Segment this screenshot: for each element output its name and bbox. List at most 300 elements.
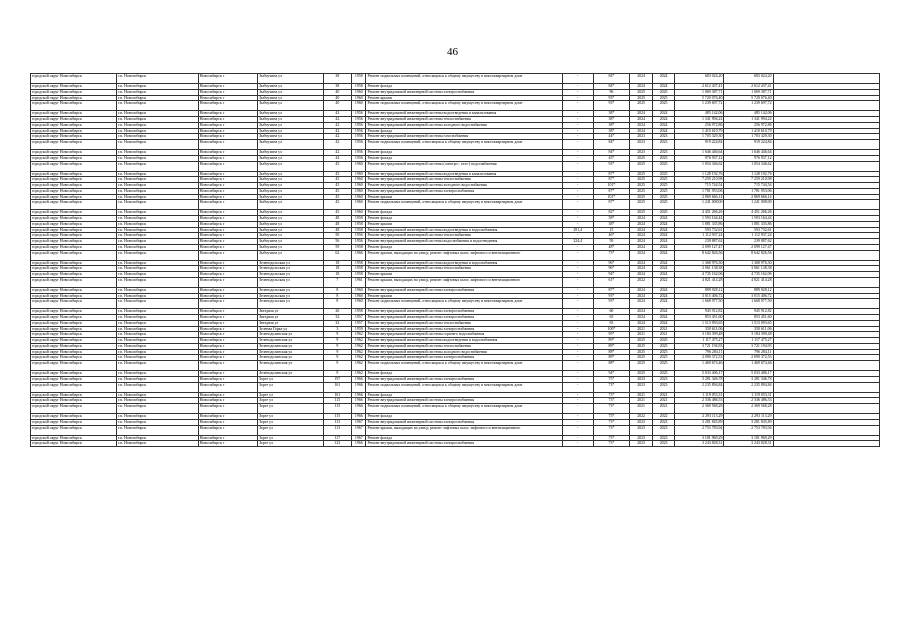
- table-cell: 2024: [630, 233, 653, 239]
- table-cell: 93*: [593, 293, 630, 299]
- table-cell: 48: [323, 227, 352, 233]
- table-cell: -: [562, 140, 593, 150]
- table-cell: городской округ Новосибирск: [31, 244, 117, 250]
- table-cell: 2024: [630, 309, 653, 315]
- table-cell: 2025: [630, 89, 653, 95]
- table-cell: 1966: [352, 376, 366, 382]
- table-cell: 1 341 994,22: [675, 117, 724, 123]
- table-cell: Ремонт фасада: [366, 155, 562, 161]
- table-cell: г.п. Новосибирск: [116, 293, 198, 299]
- table-cell: 256 972,86: [724, 122, 773, 128]
- table-row: [31, 299, 880, 309]
- table-cell: 2 753 783,94: [724, 425, 773, 435]
- table-cell: 18: [323, 266, 352, 272]
- table-cell: 1958: [352, 260, 366, 266]
- table-cell: 2021: [652, 398, 675, 404]
- table-cell: городской округ Новосибирск: [31, 309, 117, 315]
- table-cell: г.п. Новосибирск: [116, 266, 198, 272]
- table-cell: -: [562, 244, 593, 250]
- table-cell: Ремонт внутридомовой инженерной системы теплоснабжения: [366, 117, 562, 123]
- table-cell: городской округ Новосибирск: [31, 361, 117, 371]
- table-cell: 89*: [593, 355, 630, 361]
- table-cell: 1 368 976,30: [724, 260, 773, 266]
- table-cell: 2025: [630, 194, 653, 200]
- table-cell: 1 668 977,50: [675, 299, 724, 309]
- table-cell: 2025: [652, 210, 675, 216]
- table-cell: 2024: [652, 315, 675, 321]
- table-cell: -: [562, 171, 593, 177]
- table-cell: Новосибирск г: [198, 216, 257, 222]
- table-cell: 2024: [630, 216, 653, 222]
- table-cell: 2024: [630, 117, 653, 123]
- table-cell: 1 239 697,72: [724, 101, 773, 111]
- table-cell: 1 593 164,44: [724, 216, 773, 222]
- table-cell: 113: [323, 425, 352, 435]
- table-cell: 123: [323, 441, 352, 447]
- table-cell: Ремонт внутридомовой инженерной системы теплоснабжения: [366, 177, 562, 183]
- table-cell: Ремонт фасада: [366, 84, 562, 90]
- table-cell: 4 821 414,28: [724, 277, 773, 287]
- table-cell: Зыбчухина ул: [258, 210, 323, 216]
- table-cell: 1 112 937,24: [675, 233, 724, 239]
- table-cell: 38*: [593, 122, 630, 128]
- table-cell: городской округ Новосибирск: [31, 435, 117, 441]
- table-cell: городской округ Новосибирск: [31, 183, 117, 189]
- table-cell: 1 703 329,30: [675, 134, 724, 140]
- table-cell: г.п. Новосибирск: [116, 134, 198, 140]
- table-cell: 82*: [593, 210, 630, 216]
- table-cell: 1961: [352, 277, 366, 287]
- table-cell: 1956: [352, 239, 366, 245]
- table-cell: 115: [323, 414, 352, 420]
- table-cell: Зыбчухина ул: [258, 244, 323, 250]
- table-cell: городской округ Новосибирск: [31, 299, 117, 309]
- table-cell: 7: [323, 277, 352, 287]
- table-cell: 1960: [352, 287, 366, 293]
- table-cell: 2025: [630, 200, 653, 210]
- table-cell: Новосибирск г: [198, 183, 257, 189]
- table-cell: 2024: [630, 111, 653, 117]
- table-cell: Ремонт внутридомовой инженерной системы электроснабжения: [366, 376, 562, 382]
- table-cell: Ремонт внутридомовой инженерной системы электроснабжения: [366, 355, 562, 361]
- table-cell: 1 241 008,00: [724, 200, 773, 210]
- table-cell: 2021: [630, 326, 653, 332]
- table-cell: 3 721 194,93: [724, 343, 773, 349]
- table-cell: 2022: [652, 414, 675, 420]
- table-cell: -: [562, 343, 593, 349]
- table-cell: 2025: [630, 177, 653, 183]
- table-cell: 1960: [352, 177, 366, 183]
- table-cell: городской округ Новосибирск: [31, 343, 117, 349]
- table-cell: 2024: [630, 122, 653, 128]
- table-cell: Зыбчухина ул: [258, 122, 323, 128]
- table-cell: Новосибирск г: [198, 140, 257, 150]
- table-cell: Зорге ул: [258, 398, 323, 404]
- table-cell: 45: [323, 200, 352, 210]
- table-cell: Ремонт подвальных помещений, относящихся к общему имуществу в многоквартирном доме: [366, 200, 562, 210]
- table-cell: Новосибирск г: [198, 117, 257, 123]
- table-cell: 2021: [652, 404, 675, 414]
- table-cell: 889 928,12: [675, 287, 724, 293]
- table-cell: 1956: [352, 122, 366, 128]
- table-cell: 2021: [630, 404, 653, 414]
- table-cell: 976 937,12: [675, 155, 724, 161]
- table-cell: -: [562, 320, 593, 326]
- table-cell-empty: [773, 101, 879, 111]
- table-cell: 2025: [652, 95, 675, 101]
- table-cell: Ремонт фасада: [366, 435, 562, 441]
- table-cell: городской округ Новосибирск: [31, 441, 117, 447]
- table-cell: 1966: [352, 414, 366, 420]
- table-cell: 2021: [652, 332, 675, 338]
- table-cell: Зыбчухина ул: [258, 200, 323, 210]
- table-cell: 3 243 828,31: [675, 441, 724, 447]
- table-cell: 485 142,06: [675, 111, 724, 117]
- table-row: [31, 382, 880, 392]
- table-cell: 1966: [352, 398, 366, 404]
- table-cell: -: [562, 117, 593, 123]
- table-cell: 593 732,61: [724, 227, 773, 233]
- table-cell: Новосибирск г: [198, 287, 257, 293]
- table-cell: г.п. Новосибирск: [116, 355, 198, 361]
- table-row: [31, 74, 880, 84]
- table-cell: Новосибирск г: [198, 404, 257, 414]
- table-cell: г.п. Новосибирск: [116, 425, 198, 435]
- table-cell: 2025: [630, 161, 653, 171]
- table-cell: 1 054 346,62: [675, 161, 724, 171]
- table-cell: 2023: [652, 376, 675, 382]
- table-cell: Новосибирск г: [198, 419, 257, 425]
- table-row: [31, 404, 880, 414]
- table-cell: 2023: [630, 140, 653, 150]
- table-cell: г.п. Новосибирск: [116, 210, 198, 216]
- table-cell: Новосибирск г: [198, 355, 257, 361]
- table-cell: 2025: [630, 343, 653, 349]
- table-cell: 2 235 894,84: [675, 382, 724, 392]
- table-cell: 96*: [593, 260, 630, 266]
- table-cell: Новосибирск г: [198, 320, 257, 326]
- table-cell: Новосибирск г: [198, 338, 257, 344]
- table-cell: 38*: [593, 128, 630, 134]
- table-cell-empty: [773, 361, 879, 371]
- table-cell: 3 281 346,78: [675, 376, 724, 382]
- table-cell: 48*: [593, 244, 630, 250]
- table-cell: 1960: [352, 299, 366, 309]
- table-cell: 2 090 372,53: [724, 355, 773, 361]
- table-cell: 2023: [630, 441, 653, 447]
- table-cell: 45: [323, 194, 352, 200]
- table-cell: Ремонт внутридомовой инженерной системы водоотведения и канализования: [366, 171, 562, 177]
- table-cell: Ремонт внутридомовой инженерной системы электроснабжения: [366, 326, 562, 332]
- table-cell: Ремонт крыши, выходящих на улицу, ремонт лифтовых шахт, лифтового и вентиляционного: [366, 425, 562, 435]
- table-cell: 9: [323, 355, 352, 361]
- table-cell: 45: [323, 210, 352, 216]
- table-cell: г.п. Новосибирск: [116, 101, 198, 111]
- table-cell: 84*: [593, 140, 630, 150]
- table-cell: 1958: [352, 227, 366, 233]
- table-cell: 9: [323, 371, 352, 377]
- table-cell: 1 469 674,46: [724, 361, 773, 371]
- table-cell: Ремонт внутридомовой инженерной системы теплоснабжения: [366, 320, 562, 326]
- table-cell: Зеленодолинская ул: [258, 371, 323, 377]
- table-cell: Новосибирск г: [198, 277, 257, 287]
- table-cell: Новосибирск г: [198, 361, 257, 371]
- table-cell: Зорге ул: [258, 376, 323, 382]
- table-cell: городской округ Новосибирск: [31, 140, 117, 150]
- table-cell: Зыбчухина ул: [258, 74, 323, 84]
- table-cell: -: [562, 216, 593, 222]
- table-cell: -: [562, 95, 593, 101]
- table-cell: 1962: [352, 355, 366, 361]
- table-cell: -: [562, 250, 593, 260]
- table-cell: 1 881 335,86: [675, 221, 724, 227]
- table-cell: 1962: [352, 361, 366, 371]
- table-cell: Ремонт крыши: [366, 194, 562, 200]
- table-cell: Зорге ул: [258, 435, 323, 441]
- table-cell: Зыбчухина ул: [258, 95, 323, 101]
- table-cell: городской округ Новосибирск: [31, 95, 117, 101]
- table-cell: Новосибирск г: [198, 441, 257, 447]
- table-cell: Зеленодолинская ул: [258, 338, 323, 344]
- table-cell: -: [562, 414, 593, 420]
- table-cell: Зыбчухина ул: [258, 171, 323, 177]
- table-cell: г.п. Новосибирск: [116, 117, 198, 123]
- table-cell: 1956: [352, 134, 366, 140]
- table-cell: -: [562, 371, 593, 377]
- table-cell: Ремонт внутридомовой инженерной системы водоотведения и водоснабжения: [366, 338, 562, 344]
- table-cell: Зеленодолинская ул: [258, 349, 323, 355]
- table-cell: Зыбчухина ул: [258, 111, 323, 117]
- table-cell: г.п. Новосибирск: [116, 221, 198, 227]
- table-row: [31, 361, 880, 371]
- table-cell: Зорге ул: [258, 404, 323, 414]
- table-cell: Новосибирск г: [198, 161, 257, 171]
- table-cell: 93*: [593, 101, 630, 111]
- table-cell-empty: [773, 277, 879, 287]
- table-cell: 45*: [593, 155, 630, 161]
- table-cell: 5 033 406,17: [675, 371, 724, 377]
- table-cell: 1956: [352, 140, 366, 150]
- table-cell: -: [562, 194, 593, 200]
- table-cell: Зыбчухина ул: [258, 221, 323, 227]
- table-cell: 1 054 346,62: [724, 161, 773, 171]
- table-cell: -: [562, 425, 593, 435]
- table-cell: городской округ Новосибирск: [31, 382, 117, 392]
- table-cell-empty: [773, 404, 879, 414]
- table-cell: Звездная ул: [258, 315, 323, 321]
- table-cell: Ремонт внутридомовой инженерной системы электроснабжения: [366, 315, 562, 321]
- table-cell: -: [562, 210, 593, 216]
- table-cell: 2025: [652, 371, 675, 377]
- table-cell: г.п. Новосибирск: [116, 150, 198, 156]
- table-cell: 2023: [630, 382, 653, 392]
- table-cell: Новосибирск г: [198, 414, 257, 420]
- table-cell: 3 061 138,38: [675, 266, 724, 272]
- table-cell: 2 336 486,53: [675, 398, 724, 404]
- table-cell: Ремонт фасада: [366, 216, 562, 222]
- table-cell: 4 735 162,06: [724, 272, 773, 278]
- table-cell: 2024: [652, 239, 675, 245]
- table-cell: 2024: [652, 272, 675, 278]
- table-cell: 48: [323, 216, 352, 222]
- table-cell: 2024: [630, 315, 653, 321]
- table-cell: Новосибирск г: [198, 134, 257, 140]
- table-cell: г.п. Новосибирск: [116, 233, 198, 239]
- table-cell: 2021: [630, 392, 653, 398]
- table-cell: Ремонт подвальных помещений, относящихся к общему имуществу в многоквартирном доме: [366, 361, 562, 371]
- table-cell: городской округ Новосибирск: [31, 376, 117, 382]
- table-cell: 45: [323, 171, 352, 177]
- table-cell: -: [562, 266, 593, 272]
- table-cell: 2025: [652, 161, 675, 171]
- table-cell: г.п. Новосибирск: [116, 84, 198, 90]
- table-cell: 291,4: [562, 227, 593, 233]
- table-cell: 1 646 446,64: [724, 150, 773, 156]
- table-cell: 2023: [652, 382, 675, 392]
- table-cell: 1966: [352, 392, 366, 398]
- table-cell: -: [562, 435, 593, 441]
- table-cell: Ремонт внутридомовой инженерной системы электроснабжения: [366, 188, 562, 194]
- table-cell: 2022: [630, 277, 653, 287]
- table-cell: городской округ Новосибирск: [31, 338, 117, 344]
- table-cell: 919 224,84: [724, 140, 773, 150]
- table-cell: 2 869 666,14: [724, 194, 773, 200]
- table-row: [31, 425, 880, 435]
- table-cell: 2 235 894,84: [724, 382, 773, 392]
- table-cell: Новосибирск г: [198, 266, 257, 272]
- table-cell: Зыбчухина ул: [258, 250, 323, 260]
- table-cell: Новосибирск г: [198, 239, 257, 245]
- table-cell: Новосибирск г: [198, 349, 257, 355]
- table-cell-empty: [773, 299, 879, 309]
- table-cell: 1 646 446,64: [675, 150, 724, 156]
- table-cell: Ремонт фасада: [366, 414, 562, 420]
- table-cell: 1 128 192,76: [675, 171, 724, 177]
- table-cell: Зыбчухина ул: [258, 89, 323, 95]
- table-cell: 84*: [593, 150, 630, 156]
- table-cell: -: [562, 134, 593, 140]
- table-cell: г.п. Новосибирск: [116, 227, 198, 233]
- table-cell: Ремонт внутридомовой инженерной системы электроснабжения: [366, 89, 562, 95]
- table-cell: Ремонт внутридомовой инженерной системы горячего водоснабжения: [366, 332, 562, 338]
- table-cell: 1 119 053,31: [675, 392, 724, 398]
- table-cell: 1957: [352, 320, 366, 326]
- table-cell: Зеленодольская ул: [258, 299, 323, 309]
- table-cell: 2025: [652, 361, 675, 371]
- table-cell: 75*: [593, 435, 630, 441]
- table-cell: г.п. Новосибирск: [116, 441, 198, 447]
- table-cell: 44: [323, 155, 352, 161]
- table-cell: 1 513 093,65: [724, 320, 773, 326]
- table-cell: 2024: [630, 84, 653, 90]
- table-cell: 2025: [630, 361, 653, 371]
- table-cell: 8 642 826,56: [724, 250, 773, 260]
- table-cell: 1 241 008,00: [675, 200, 724, 210]
- table-cell: Новосибирск г: [198, 171, 257, 177]
- table-cell: Новосибирск г: [198, 89, 257, 95]
- table-cell: г.п. Новосибирск: [116, 371, 198, 377]
- table-cell: 2024: [630, 260, 653, 266]
- table-cell: 853 451,60: [724, 315, 773, 321]
- table-cell: 1 128 192,76: [724, 171, 773, 177]
- table-cell: 2 293 113,29: [675, 414, 724, 420]
- table-cell: г.п. Новосибирск: [116, 414, 198, 420]
- table-cell: Ремонт внутридомовой инженерной системы водоснабжения и водоотведения: [366, 239, 562, 245]
- table-cell: Ремонт внутридомовой инженерной системы электроснабжения: [366, 287, 562, 293]
- table-cell: Новосибирск г: [198, 425, 257, 435]
- table-cell: -: [562, 122, 593, 128]
- table-cell: -: [562, 419, 593, 425]
- table-cell: 3: [323, 326, 352, 332]
- table-cell: 2024: [652, 227, 675, 233]
- table-cell: Ремонт подвальных помещений, относящихся к общему имуществу в многоквартирном доме: [366, 382, 562, 392]
- table-cell: Новосибирск г: [198, 398, 257, 404]
- table-cell: г.п. Новосибирск: [116, 419, 198, 425]
- table-cell-empty: [773, 161, 879, 171]
- table-cell: 48: [323, 221, 352, 227]
- table-cell: 115: [323, 404, 352, 414]
- table-cell: 2024: [652, 84, 675, 90]
- table-cell: 2025: [652, 155, 675, 161]
- table-cell: Новосибирск г: [198, 260, 257, 266]
- table-cell: городской округ Новосибирск: [31, 425, 117, 435]
- table-cell: 2 612 437,41: [724, 84, 773, 90]
- table-cell: 1956: [352, 111, 366, 117]
- table-cell: 853 451,60: [675, 315, 724, 321]
- table-cell: -: [562, 221, 593, 227]
- table-cell: 2025: [652, 343, 675, 349]
- table-cell: Новосибирск г: [198, 299, 257, 309]
- table-cell: городской округ Новосибирск: [31, 277, 117, 287]
- table-cell: 59: [323, 244, 352, 250]
- table-cell: городской округ Новосибирск: [31, 419, 117, 425]
- table-cell: 2021: [630, 398, 653, 404]
- table-cell: Ремонт внутридомовой инженерной системы теплоснабжения: [366, 266, 562, 272]
- table-cell: городской округ Новосибирск: [31, 398, 117, 404]
- table-cell: 485 142,06: [724, 111, 773, 117]
- table-cell: -: [562, 161, 593, 171]
- table-cell: 2024: [630, 287, 653, 293]
- table-cell: 2024: [652, 250, 675, 260]
- table-cell: г.п. Новосибирск: [116, 89, 198, 95]
- table-cell: Новосибирск г: [198, 233, 257, 239]
- table-cell: 5 720 076,40: [675, 95, 724, 101]
- table-cell: 2024: [630, 266, 653, 272]
- table-cell: Ремонт подвальных помещений, относящихся к общему имуществу в многоквартирном доме: [366, 140, 562, 150]
- table-cell: Зыбчухина ул: [258, 155, 323, 161]
- table-cell: городской округ Новосибирск: [31, 287, 117, 293]
- table-cell: 2024: [652, 111, 675, 117]
- table-cell: г.п. Новосибирск: [116, 171, 198, 177]
- table-cell: Ремонт подвальных помещений, относящихся к общему имуществу в многоквартирном доме: [366, 74, 562, 84]
- table-cell: 113: [323, 419, 352, 425]
- table-cell: 2025: [630, 95, 653, 101]
- table-cell: городской округ Новосибирск: [31, 171, 117, 177]
- table-cell: 45: [323, 183, 352, 189]
- table-cell: Ремонт внутридомовой инженерной системы теплоснабжения: [366, 233, 562, 239]
- table-cell-empty: [773, 250, 879, 260]
- table-cell: 945 912,82: [724, 309, 773, 315]
- table-cell: 224,4: [562, 239, 593, 245]
- table-cell: 42: [323, 117, 352, 123]
- table-cell: Ремонт внутридомовой инженерной системы водоотведения и канализования: [366, 111, 562, 117]
- table-cell: Новосибирск г: [198, 293, 257, 299]
- table-cell: городской округ Новосибирск: [31, 272, 117, 278]
- table-cell: Ремонт фасада: [366, 392, 562, 398]
- table-cell: 2024: [652, 128, 675, 134]
- table-cell: -: [562, 299, 593, 309]
- table-cell: городской округ Новосибирск: [31, 233, 117, 239]
